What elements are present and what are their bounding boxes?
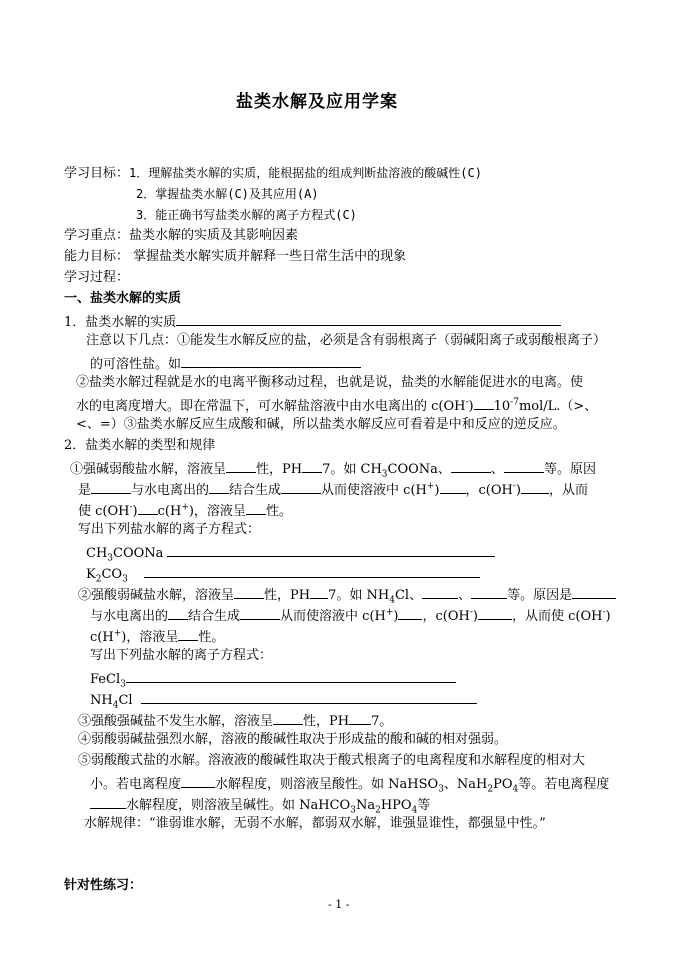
type-2-equation-1: FeCl$_3$ — [90, 669, 456, 688]
type-4-line: ④弱酸弱碱盐强烈水解，溶液的酸碱性取决于形成盐的酸和碱的相对强弱。 — [78, 732, 508, 747]
note-2-line-a: ②盐类水解过程就是水的电离平衡移动过程，也就是说，盐类的水解能促进水的电离。使 — [76, 375, 584, 390]
type-5-line-b: 小。若电离程度 水解程度，则溶液呈酸性。如 NaHSO$_3$、$NaH_2PO_4$等。若电离程度 — [90, 774, 609, 793]
blank-line — [302, 459, 322, 473]
text: 使 c(OH — [78, 504, 130, 519]
text: 与水电离出的 — [131, 483, 210, 498]
blank-line — [273, 711, 303, 725]
type-5-line-a: ⑤弱酸酸式盐的水解。溶液液的酸碱性取决于酸式根离子的电离程度和水解程度的相对大 — [78, 753, 586, 768]
note-1-line-a: 注意以下几点：①能发生水解反应的盐，必须是含有弱根离子（弱碱阳离子或弱酸根离子） — [86, 333, 607, 348]
blank-line — [176, 312, 561, 326]
blank-line — [168, 606, 188, 620]
text: 结合生成 — [188, 609, 241, 624]
blank-line — [478, 606, 512, 620]
text: Cl、 — [394, 588, 423, 603]
section-heading-1: 一、盐类水解的实质 — [64, 291, 182, 306]
blank-line — [521, 480, 549, 494]
text: 等。若电离程度 — [518, 777, 610, 792]
blank-line — [90, 795, 126, 809]
text: 7。如 CH — [322, 462, 382, 477]
blank-line — [141, 690, 477, 704]
type-1-equation-2: $K_2CO_3$ — [86, 564, 480, 583]
text: 7。如 NH — [328, 588, 390, 603]
text: )，溶液呈 — [121, 630, 179, 645]
text: 、 — [458, 588, 472, 603]
objectives-line-2: 2．掌握盐类水解(C)及其应用(A) — [136, 187, 319, 201]
blank-line — [138, 501, 158, 515]
type-3-line — [78, 711, 392, 730]
text: ) — [515, 483, 521, 498]
ability-line: 能力目标： 掌握盐类水解实质并解释一些日常生活中的现象 — [64, 249, 407, 264]
note-2-line-c: <、=）③盐类水解反应生成酸和碱，所以盐类水解反应可看着是中和反应的逆反应。 — [76, 417, 566, 432]
note-1-text: 的可溶性盐。如 — [90, 357, 182, 372]
paren: ) — [468, 399, 474, 414]
blank-line — [234, 585, 264, 599]
text: 性。 — [198, 630, 225, 645]
text: 与水电离出的 — [90, 609, 169, 624]
blank-line — [440, 480, 466, 494]
text: c(H — [90, 630, 114, 645]
blank-line — [398, 606, 422, 620]
text: COONa — [113, 546, 164, 561]
blank-line — [246, 501, 266, 515]
note-1-line-b — [90, 354, 361, 373]
text: ②强酸弱碱盐水解，溶液呈 — [78, 588, 235, 603]
type-1-line-b: 是 与水电离出的 结合生成 从而使溶液中 c(H+) ，c(OH-) ，从而 — [78, 481, 588, 498]
power-base: 10 — [493, 399, 511, 414]
objective-1: 1．理解盐类水解的实质，能根据盐的组成判断盐溶液的酸碱性(C) — [129, 166, 482, 180]
text: ，从而使 c(OH — [511, 609, 603, 624]
text: 等。原因是 — [507, 588, 573, 603]
type-2-line-a: ②强酸弱碱盐水解，溶液呈 性，PH 7。如 $NH_4Cl$、 、 等。原因是 — [78, 585, 616, 604]
blank-line — [474, 396, 494, 410]
type-2-write-prompt: 写出下列盐水解的离子方程式： — [90, 648, 273, 663]
text: ) — [132, 504, 138, 519]
text: c(H — [157, 504, 182, 519]
blank-line — [240, 606, 280, 620]
item-1-label: 1．盐类水解的实质 — [64, 315, 177, 330]
blank-line — [226, 459, 256, 473]
text: 、 — [490, 462, 504, 477]
unit-text: mol/L.（>、 — [518, 399, 598, 414]
page-title: 盐类水解及应用学案 — [236, 92, 398, 112]
text: 7。 — [371, 714, 393, 729]
text: ) — [472, 609, 478, 624]
text: 性，PH — [256, 462, 303, 477]
blank-line — [471, 585, 507, 599]
text: 水解程度，则溶液呈酸性。如 NaHSO — [215, 777, 439, 792]
text: )，溶液呈 — [188, 504, 246, 519]
type-1-write-prompt: 写出下列盐水解的离子方程式： — [78, 522, 261, 537]
text: 性，PH — [264, 588, 311, 603]
text: ) — [434, 483, 440, 498]
text: ，从而 — [548, 483, 588, 498]
text: 性。 — [265, 504, 292, 519]
text: 从而使溶液中 c(H — [321, 483, 427, 498]
item-1-line — [64, 312, 561, 331]
process-line: 学习过程： — [64, 270, 130, 285]
blank-line — [178, 627, 198, 641]
practice-heading: 针对性练习： — [64, 878, 143, 893]
blank-line — [422, 585, 458, 599]
focus-line: 学习重点：盐类水解的实质及其影响因素 — [64, 228, 299, 243]
text: ) — [393, 609, 399, 624]
type-2-equation-2: $NH_4Cl$ — [90, 690, 477, 709]
blank-line — [91, 480, 131, 494]
page-number: - 1 - — [328, 898, 350, 911]
blank-line — [310, 585, 328, 599]
item-2-line: 2．盐类水解的类型和规律 — [64, 438, 216, 453]
type-2-line-b: 与水电离出的 结合生成 从而使溶液中 c(H+) ，c(OH-) ，从而使 c(OH-) — [90, 607, 611, 624]
text: 小。若电离程度 — [90, 777, 182, 792]
blank-line — [451, 459, 491, 473]
text: NH — [90, 693, 113, 708]
blank-line — [209, 480, 229, 494]
note-2-line-b: 水的电离度增大。即在常温下，可水解盐溶液中由水电离出的 c(OH-) $10^{-7}mol/L.(>$、 — [76, 397, 598, 414]
text: K — [86, 567, 96, 582]
type-1-equation-1: $CH_3COONa$ — [86, 543, 495, 562]
text: Na — [355, 798, 376, 813]
type-1-line-a: ①强碱弱酸盐水解，溶液呈 性，PH 7。如 $CH_3COONa$、 、 等。原因 — [70, 459, 596, 478]
text: COONa、 — [387, 462, 451, 477]
text: 水解程度，则溶液呈碱性。如 NaHCO — [126, 798, 351, 813]
blank-line — [144, 564, 480, 578]
type-2-line-c: c(H+)，溶液呈 性。 — [90, 628, 225, 645]
text: FeCl — [90, 672, 121, 687]
text: Cl — [118, 693, 133, 708]
type-1-line-c: 使 c(OH-) c(H+)，溶液呈 性。 — [78, 502, 292, 519]
blank-line — [181, 774, 215, 788]
note-2-text: 水的电离度增大。即在常温下，可水解盐溶液中由水电离出的 c(OH — [76, 399, 466, 414]
text: CO — [101, 567, 123, 582]
objectives-line-1 — [64, 165, 482, 182]
blank-line — [572, 585, 616, 599]
text: ，c(OH — [465, 483, 513, 498]
text: ) — [605, 609, 611, 624]
text: PO — [493, 777, 513, 792]
text: 性，PH — [303, 714, 350, 729]
text: 是 — [78, 483, 92, 498]
blank-line — [504, 459, 544, 473]
text: 等 — [417, 798, 431, 813]
text: 等。原因 — [543, 462, 596, 477]
objectives-line-3: 3．能正确书写盐类水解的离子方程式(C) — [136, 208, 357, 222]
text: 、NaH — [443, 777, 488, 792]
type-5-line-c: 水解程度，则溶液呈碱性。如 $NaHCO_3Na_2HPO_4$等 — [90, 795, 430, 814]
blank-line — [167, 543, 495, 557]
text: HPO — [380, 798, 412, 813]
text: 从而使溶液中 c(H — [280, 609, 386, 624]
hydrolysis-rule: 水解规律：“谁弱谁水解，无弱不水解，都弱双水解，谁强显谁性，都强显中性。” — [84, 816, 546, 831]
blank-line — [181, 354, 361, 368]
text: ，c(OH — [422, 609, 470, 624]
text: ③强酸强碱盐不发生水解，溶液呈 — [78, 714, 274, 729]
text: 结合生成 — [229, 483, 282, 498]
blank-line — [126, 669, 456, 683]
blank-line — [349, 711, 371, 725]
blank-line — [281, 480, 321, 494]
objectives-label: 学习目标： — [64, 166, 130, 181]
text: CH — [86, 546, 108, 561]
text: ①强碱弱酸盐水解，溶液呈 — [70, 462, 227, 477]
